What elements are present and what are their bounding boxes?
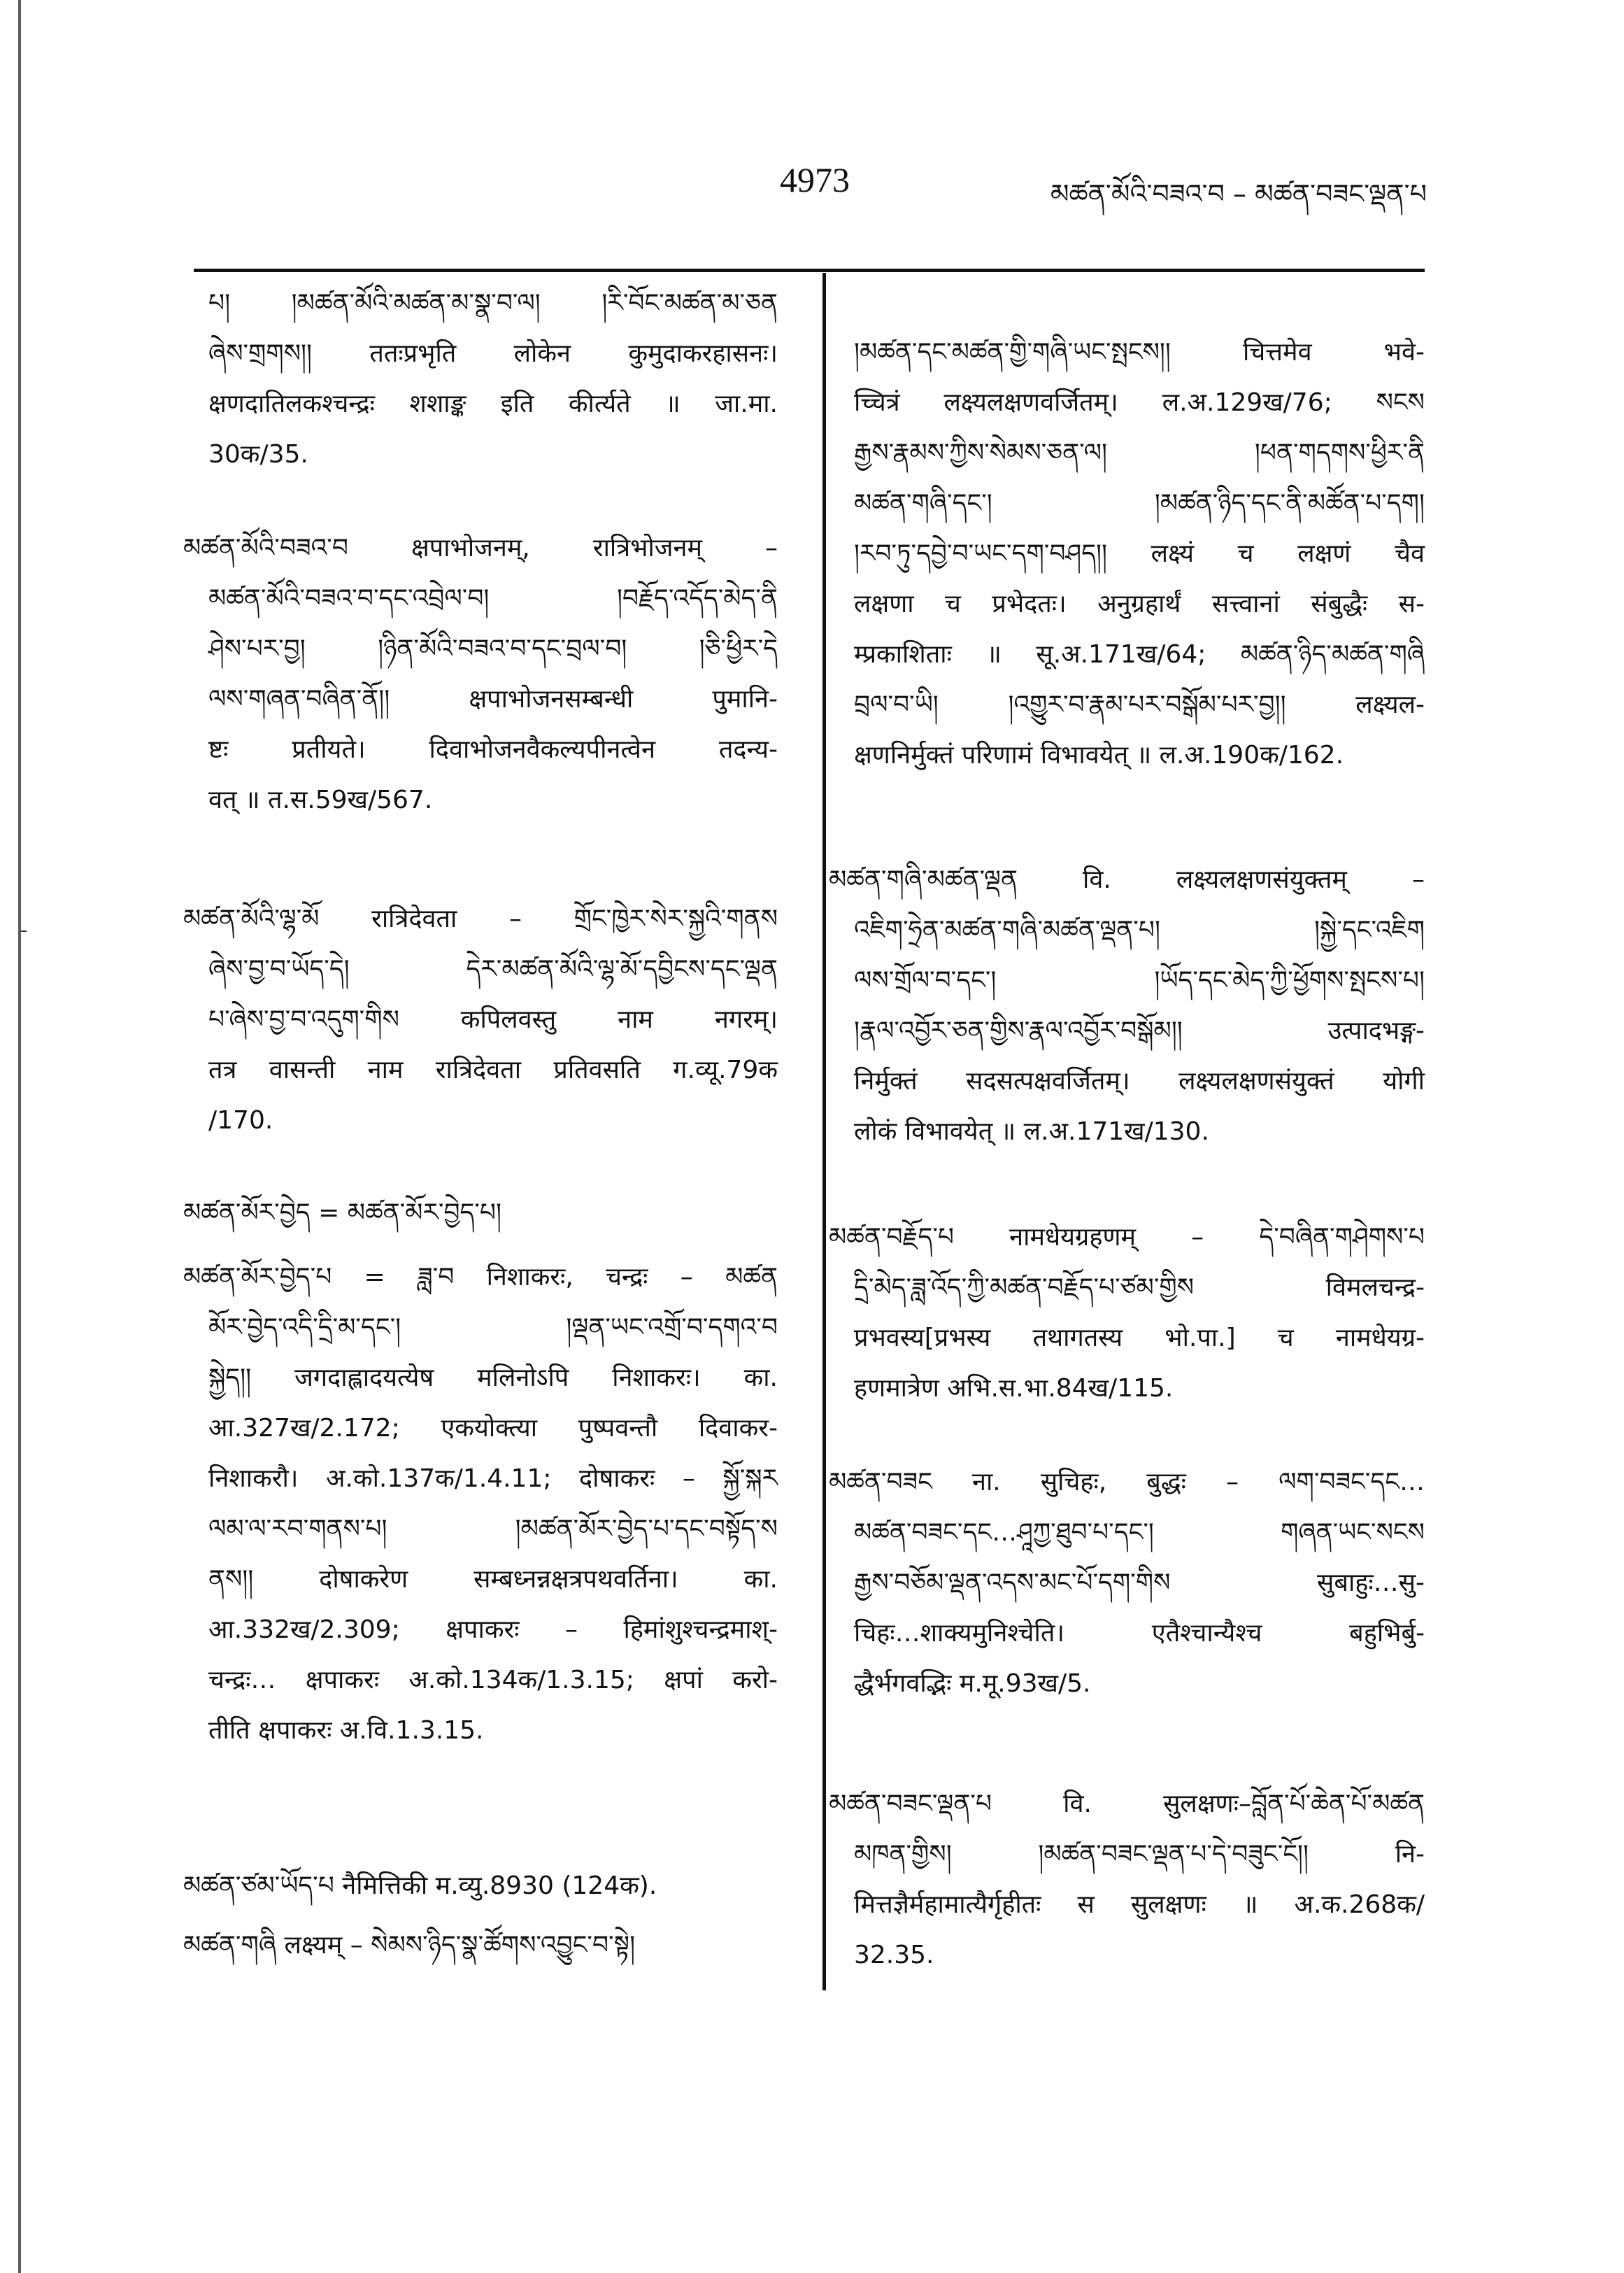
entry-text-line: །རྣལ་འབྱོར་ཅན་གྱིས་རྣལ་འབྱོར་བསྒོམ།། उत्पादभङ्ग- [854, 1017, 1425, 1045]
entry-text-line: །རབ་ཏུ་དབྱེ་བ་ཡང་དག་བཤད།། लक्ष्यं च लक्षणं चैव [854, 539, 1425, 568]
entry-text-line: चिहः…शाक्यमुनिश्चेति। एतैश्चान्यैश्च बहुभिर्बु- [854, 1619, 1425, 1648]
entry-text-line: པ་ཞེས་བྱ་བ་འདུག་གིས कपिलवस्तु नाम नगरम्। [208, 1005, 778, 1034]
entry-text-line: རྒྱས་རྣམས་ཀྱིས་སེམས་ཅན་ལ། །ཕན་གདགས་ཕྱིར་ནི [854, 439, 1425, 467]
entry-text-line: हणमात्रेण अभि.स.भा.84ख/115. [854, 1374, 1174, 1403]
dictionary-entry [829, 855, 1425, 1157]
entry-text-line: ལས་གཞན་བཞིན་ནོ།། क्षपाभोजनसम्बन्धी पुमानि- [208, 685, 778, 714]
entry-text-line: མཁན་གྱིས། །མཚན་བཟང་ལྡན་པ་དེ་བཟུང་ངོ།། नि- [854, 1840, 1425, 1869]
entry-headword-line: མཚན་བཟང་ལྡན་པ वि. सुलक्षणः–བློན་པོ་ཆེན་པོ་མཚན [829, 1790, 1425, 1818]
entry-headword-line: མཚན་གཞི་མཚན་ལྡན वि. लक्ष्यलक्षणसंयुक्तम् – [829, 865, 1425, 894]
dictionary-entry [183, 1252, 778, 1756]
entry-text-line: ཞེས་བྱ་བ་ཡོད་དེ། དེར་མཚན་མོའི་ལྷ་མོ་དབྱིངས་དང་ལྡན [208, 955, 778, 984]
column-divider [822, 273, 826, 1990]
entry-text-line: དྲི་མེད་ཟླ་འོད་ཀྱི་མཚན་བརྗོད་པ་ཙམ་གྱིས विमलचन्द्र- [854, 1273, 1425, 1302]
entry-headword-line: མཚན་མོའི་བཟའ་བ क्षपाभोजनम्, रात्रिभोजनम् – [183, 534, 778, 562]
dictionary-entry [183, 1920, 778, 1971]
running-head: མཚན་མོའི་བཟའ་བ – མཚན་བཟང་ལྡན་པ [1050, 178, 1427, 209]
entry-text-line: 30क/35. [208, 440, 308, 469]
entry-headword-line: མཚན་བཟང ना. सुचिहः, बुद्धः – ལག་བཟང་དང… [829, 1468, 1425, 1496]
entry-text-line: निशाकरौ। अ.को.137क/1.4.11; दोषाकरः – སྐྱོ་སྐར [208, 1464, 778, 1493]
entry-continuation [829, 327, 1425, 781]
entry-text-line: वत् ॥ त.स.59ख/567. [208, 786, 433, 814]
entry-text-line: तत्र वासन्ती नाम रात्रिदेवता प्रतिवसति ग.व्यू.79क [208, 1056, 778, 1084]
entry-text-line: द्धैर्भगवद्भिः म.मू.93ख/5. [854, 1669, 1091, 1698]
dictionary-entry [829, 1212, 1425, 1414]
entry-text-line: /170. [208, 1106, 273, 1135]
entry-headword-line: མཚན་གཞི लक्ष्यम् – སེམས་ཉིད་སྣ་ཚོགས་འབྱུང་བ་སྟེ། [183, 1931, 636, 1960]
entry-text-line: འཇིག་ཧྲེན་མཚན་གཞི་མཚན་ལྡན་པ། །སྐྱེ་དང་འཇིག [854, 916, 1425, 944]
entry-headword-line: མཚན་མོར་བྱེད = མཚན་མོར་བྱེད་པ། [183, 1198, 501, 1227]
scan-mark [21, 930, 27, 932]
entry-text-line: तीति क्षपाकरः अ.वि.1.3.15. [208, 1716, 484, 1745]
dictionary-entry [829, 1779, 1425, 1981]
entry-text-line: པ། །མཚན་མོའི་མཚན་མ་སྣ་བ་ལ། །རི་བོང་མཚན་མ་ཅན [208, 289, 778, 318]
entry-text-line: क्षणदातिलकश्चन्द्रः शशाङ्क इति कीर्त्यते ॥ जा.मा. [208, 390, 778, 418]
header-rule [194, 269, 1425, 272]
entry-text-line: लक्षणा च प्रभेदतः। अनुग्रहार्थं सत्त्वानां संबुद्धैः स- [854, 590, 1425, 618]
entry-text-line: प्रभवस्य[प्रभस्य तथागतस्य भो.पा.] च नामधेयग्र- [854, 1324, 1425, 1352]
entry-text-line: མོར་བྱེད་འདི་དྲི་མ་དང་། །ལྡན་ཡང་འགྲོ་བ་དགའ་བ [208, 1313, 778, 1342]
entry-text-line: क्षणनिर्मुक्तं परिणामं विभावयेत् ॥ ल.अ.190क/162. [854, 741, 1344, 770]
entry-text-line: བྲལ་བ་ཡི། །འགྱུར་བ་རྣམ་པར་བསྒོམ་པར་བྱ།། लक्ष्यल- [854, 691, 1425, 719]
entry-headword-line: མཚན་བརྗོད་པ नामधेयग्रहणम् – དེ་བཞིན་གཤེགས་པ [829, 1223, 1425, 1252]
entry-text-line: म्प्रकाशिताः ॥ सू.अ.171ख/64; མཚན་ཉིད་མཚན་གཞི [854, 640, 1425, 669]
entry-text-line: ནས།། दोषाकरेण सम्बध्नन्नक्षत्रपथवर्तिना। का. [208, 1565, 778, 1594]
entry-text-line: ལམ་ལ་རབ་གནས་པ། །མཚན་མོར་བྱེད་པ་དང་བསྟོད་ས [208, 1515, 778, 1543]
dictionary-entry [183, 1188, 778, 1238]
scan-edge [18, 0, 21, 2273]
entry-text-line: མཚན་བཟང་དང…ཤཱཀྱ་ཐུབ་པ་དང་། གཞན་ཡང་སངས [854, 1518, 1425, 1547]
entry-text-line: लोकं विभावयेत् ॥ ल.अ.171ख/130. [854, 1117, 1209, 1146]
entry-text-line: ཤེས་པར་བྱ། །ཉིན་མོའི་བཟའ་བ་དང་བྲལ་བ། །ཅི་ཕྱིར་དེ [208, 635, 778, 663]
entry-text-line: ष्टः प्रतीयते। दिवाभोजनवैकल्यपीनत्वेन तदन्य- [208, 735, 778, 764]
entry-headword-line: མཚན་མོར་བྱེད་པ = ཟླ་བ निशाकरः, चन्द्रः – མཚན [183, 1263, 778, 1291]
entry-headword-line: མཚན་ཙམ་ཡོད་པ नैमित्तिकी म.व्यु.8930 (124क). [183, 1871, 657, 1900]
entry-continuation [183, 278, 778, 480]
entry-text-line: आ.327ख/2.172; एकयोक्त्या पुष्पवन्तौ दिवाकर- [208, 1414, 778, 1443]
entry-text-line: མཚན་གཞི་དང་། །མཚན་ཉིད་དང་ནི་མཚོན་པ་དག། [854, 489, 1425, 518]
entry-text-line: निर्मुक्तं सदसत्पक्षवर्जितम्। लक्ष्यलक्षणसंयुक्तं योगी [854, 1067, 1425, 1096]
dictionary-entry [183, 1861, 778, 1911]
entry-text-line: च्चित्रं लक्ष्यलक्षणवर्जितम्। ल.अ.129ख/76; སངས [854, 388, 1425, 417]
entry-text-line: मित्तज्ञैर्महामात्यैर्गृहीतः स सुलक्षणः ॥ अ.क.268क/ [854, 1890, 1425, 1919]
entry-text-line: མཚན་མོའི་བཟའ་བ་དང་འབྲེལ་བ། །བརྗོད་འདོད་མེད་ནི [208, 584, 778, 613]
entry-text-line: आ.332ख/2.309; क्षपाकरः – हिमांशुश्चन्द्रमाश्- [208, 1615, 778, 1644]
dictionary-entry [829, 1457, 1425, 1709]
entry-text-line: ལས་གྲོལ་བ་དང་། །ཡོད་དང་མེད་ཀྱི་ཕྱོགས་སྤངས་པ། [854, 966, 1425, 995]
entry-text-line: ཞེས་གྲགས།། ततःप्रभृति लोकेन कुमुदाकरहासनः। [208, 339, 778, 368]
entry-text-line: 32.35. [854, 1941, 934, 1969]
dictionary-entry [183, 523, 778, 826]
page-number: 4973 [780, 160, 850, 199]
entry-text-line: སྐྱེད།། जगदाह्लादयत्येष मलिनोऽपि निशाकरः। का. [208, 1364, 778, 1392]
dictionary-entry [183, 894, 778, 1146]
entry-text-line: །མཚན་དང་མཚན་གྱི་གཞི་ཡང་སྤངས།། चित्तमेव भवे- [854, 338, 1425, 367]
entry-headword-line: མཚན་མོའི་ལྷ་མོ रात्रिदेवता – གྲོང་ཁྱེར་སེར་སྐྱའི་གནས [183, 905, 778, 933]
entry-text-line: चन्द्रः… क्षपाकरः अ.को.134क/1.3.15; क्षपां करो- [208, 1666, 778, 1694]
entry-text-line: རྒྱས་བཅོམ་ལྡན་འདས་མང་པོ་དག་གིས सुबाहुः…सु- [854, 1569, 1425, 1597]
